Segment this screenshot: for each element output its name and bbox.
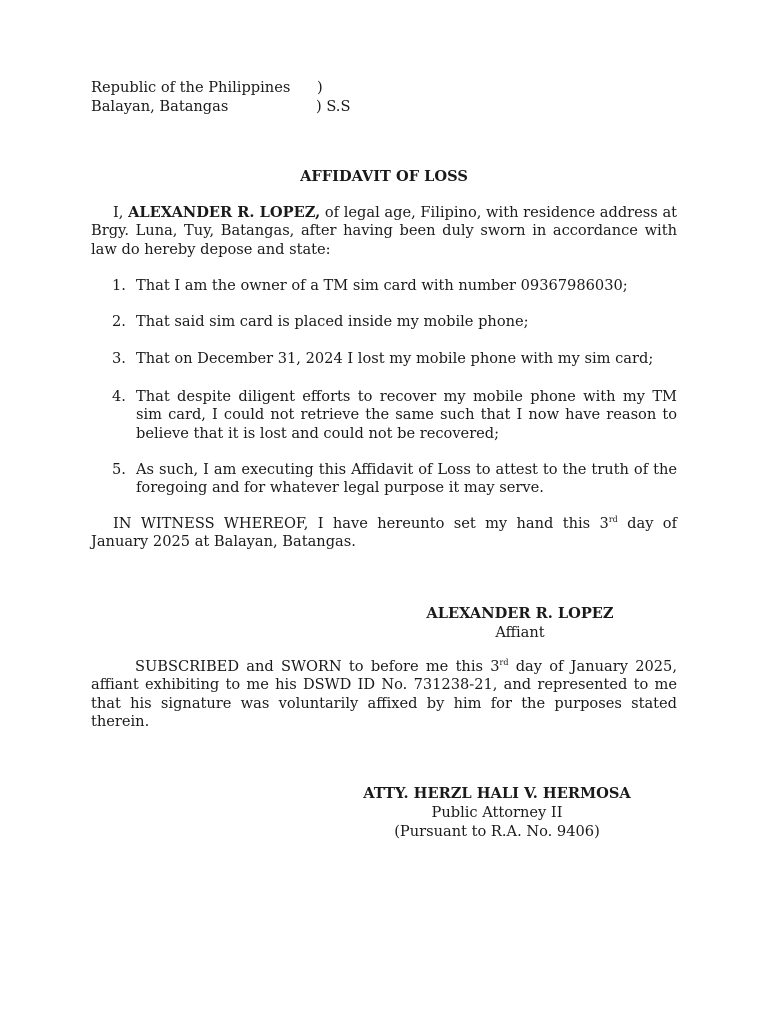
item-text: That despite diligent efforts to recover my mobile phone with my TM sim card, I could not retrieve the same such that I now have reason to believe that it is lost and could not be recovered; bbox=[136, 388, 677, 442]
intro-prefix: I, bbox=[113, 204, 129, 221]
jurat-text-end: day of January 2025, affiant exhibiting to me his DSWD ID No. 731238-21, and represented to me that his signature was voluntarily affixed by him for the purposes stated therein. bbox=[91, 658, 677, 730]
witness-text-end: day of January 2025 at Balayan, Batangas. bbox=[91, 515, 677, 551]
witness-paragraph bbox=[91, 515, 677, 552]
attorney-authority: (Pursuant to R.A. No. 9406) bbox=[394, 823, 600, 840]
venue-country: Republic of the Philippines bbox=[91, 79, 291, 96]
document-title: AFFIDAVIT OF LOSS bbox=[300, 168, 468, 185]
item-number: 4. bbox=[112, 388, 126, 405]
item-number: 5. bbox=[112, 461, 126, 478]
item-text: As such, I am executing this Affidavit of Loss to attest to the truth of the foregoing and for whatever legal purpose it may serve. bbox=[136, 461, 677, 497]
witness-ordinal: rd bbox=[608, 515, 618, 524]
affiant-role: Affiant bbox=[495, 624, 545, 641]
item-text: That said sim card is placed inside my mobile phone; bbox=[136, 313, 529, 330]
item-number: 1. bbox=[112, 277, 126, 294]
intro-text: of legal age, Filipino, with residence address at Brgy. Luna, Tuy, Batangas, after having been duly sworn in accordance with law do hereby depose and state: bbox=[91, 204, 678, 258]
jurat-text-start: SUBSCRIBED and SWORN to before me this 3 bbox=[135, 658, 500, 675]
attorney-name: ATTY. HERZL HALI V. HERMOSA bbox=[363, 785, 631, 802]
witness-text-start: IN WITNESS WHEREOF, I have hereunto set my hand this 3 bbox=[113, 515, 609, 532]
affiant-signature-block bbox=[400, 604, 640, 642]
affiant-name: ALEXANDER R. LOPEZ bbox=[426, 605, 614, 622]
item-number: 3. bbox=[112, 350, 126, 367]
venue-city: Balayan, Batangas bbox=[91, 98, 229, 115]
jurat-paragraph bbox=[91, 658, 677, 731]
intro-paragraph bbox=[91, 204, 677, 259]
item-text: That I am the owner of a TM sim card with number 09367986030; bbox=[136, 277, 628, 294]
item-number: 2. bbox=[112, 313, 126, 330]
attorney-position: Public Attorney II bbox=[431, 804, 563, 821]
item-text: That on December 31, 2024 I lost my mobile phone with my sim card; bbox=[136, 350, 654, 367]
venue-paren: ) bbox=[317, 79, 323, 96]
jurat-ordinal: rd bbox=[499, 658, 509, 667]
affiant-name-inline: ALEXANDER R. LOPEZ, bbox=[128, 204, 321, 221]
attorney-signature-block bbox=[346, 784, 648, 841]
venue-ss: ) S.S bbox=[316, 98, 351, 115]
